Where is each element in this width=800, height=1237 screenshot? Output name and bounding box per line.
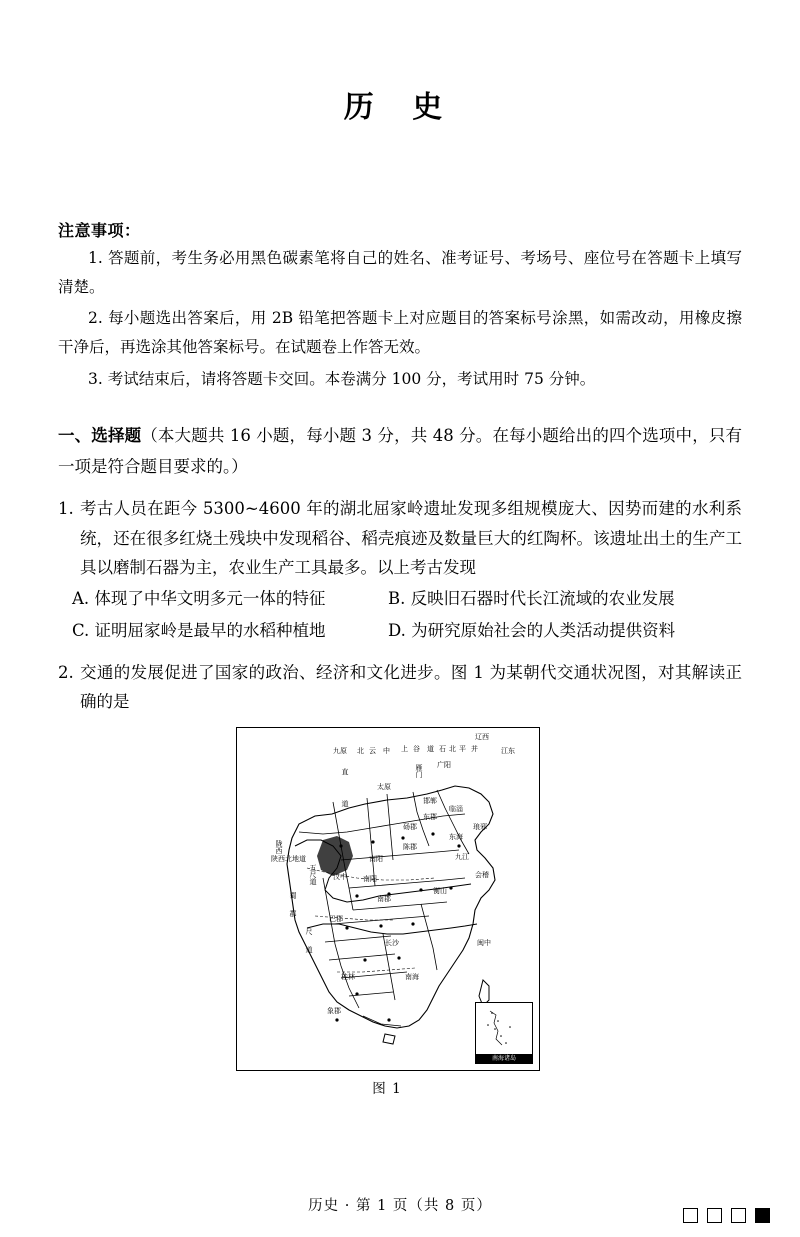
question-1-stem: 考古人员在距今 5300~4600 年的湖北屈家岭遗址发现多组规模庞大、因势而建的水利系统，还在很多红烧土残块中发现稻谷、稻壳痕迹及数量巨大的红陶杯。该遗址出土的生产工具以磨制石器为主，农业生产工具最多。以上考古发现 [80, 499, 742, 578]
map-label-langya: 琅邪 [473, 822, 487, 831]
map-label-bei2: 北 [449, 744, 456, 753]
map-label-longxi: 陇西 [275, 839, 283, 854]
notice-item-2: 2. 每小题选出答案后，用 2B 铅笔把答题卡上对应题目的答案标号涂黑，如需改动，用橡皮擦干净后，再选涂其他答案标号。在试题卷上作答无效。 [58, 309, 742, 357]
map-label-nanyang2: 南阳 [369, 854, 383, 863]
question-1 [58, 494, 742, 582]
notice-item-3: 3. 考试结束后，请将答题卡交回。本卷满分 100 分，考试用时 75 分钟。 [88, 369, 596, 388]
map-label-jiujiang: 九江 [455, 852, 469, 861]
map-label-zhong: 中 [383, 746, 390, 755]
question-1-options-row-2 [58, 616, 742, 646]
map-label-guangyang: 广阳 [437, 760, 451, 769]
section-label: 一、选择题 [58, 426, 142, 446]
section-heading [58, 421, 742, 482]
map-label-shaanxi-beidi-dao: 陕西北地道 [271, 854, 306, 863]
map-label-taiyuan: 太原 [377, 782, 391, 791]
page-footer: 历史 · 第 1 页（共 8 页） [308, 1198, 492, 1214]
notice-heading: 注意事项： [58, 221, 141, 240]
map-label-shu: 蜀 [289, 891, 297, 899]
question-1-number: 1. [58, 499, 74, 519]
map-label-donghai: 东海 [449, 832, 463, 841]
question-1-option-a[interactable]: A. 体现了中华文明多元一体的特征 [72, 589, 326, 609]
map-label-jiangdong: 江东 [501, 746, 515, 755]
south-sea-islands-inset [475, 1002, 533, 1064]
figure-caption: 图 1 [372, 1080, 402, 1097]
map-label-zhi: 直 [341, 767, 349, 775]
map-label-bajun: 巴郡 [329, 914, 343, 923]
map-label-linzi: 临淄 [449, 804, 463, 813]
map-label-xiangjun: 象郡 [327, 1006, 341, 1015]
map-label-nanjun: 南郡 [377, 894, 391, 903]
inset-graphic [476, 1003, 530, 1061]
question-2-number: 2. [58, 662, 74, 682]
map-label-guilin: 桂林 [341, 972, 355, 981]
map-label-jun: 郡 [289, 909, 297, 917]
corner-mark-3 [731, 1208, 746, 1223]
map-label-minzhong: 闽中 [477, 938, 491, 947]
map-label-gu: 谷 [413, 744, 420, 753]
map-label-dao3: 道 [305, 945, 313, 953]
question-1-option-c[interactable]: C. 证明屈家岭是最早的水稻种植地 [72, 621, 326, 641]
map-illustration [236, 727, 540, 1071]
map-label-dangjun: 砀郡 [403, 822, 417, 831]
question-1-option-b[interactable]: B. 反映旧石器时代长江流域的农业发展 [388, 589, 675, 609]
map-label-changsha: 长沙 [385, 938, 399, 947]
map-label-nanhai: 南海 [405, 972, 419, 981]
map-label-wuchidao: 五尺道 [309, 863, 317, 885]
map-label-hengshan: 衡山 [433, 886, 447, 895]
map-label-nanyang: 南阳 [363, 874, 377, 883]
corner-mark-2 [707, 1208, 722, 1223]
question-1-option-d[interactable]: D. 为研究原始社会的人类活动提供资料 [388, 621, 676, 641]
question-2 [58, 658, 742, 717]
map-label-dao2: 道 [341, 799, 349, 807]
notice-item-1: 1. 答题前，考生务必用黑色碳素笔将自己的姓名、准考证号、考场号、座位号在答题卡上填写清楚。 [58, 249, 742, 296]
map-label-kuaiji: 会稽 [475, 870, 489, 879]
map-label-chenjun: 陈郡 [403, 842, 417, 851]
inset-caption: 南海诸岛 [476, 1054, 532, 1063]
figure-1 [58, 727, 742, 1097]
question-1-options-row-1 [58, 584, 742, 614]
map-label-dongjun: 东郡 [423, 812, 437, 821]
section-instructions: （本大题共 16 小题，每小题 3 分，共 48 分。在每小题给出的四个选项中，只有一项是符合题目要求的。） [58, 426, 743, 476]
question-2-stem: 交通的发展促进了国家的政治、经济和文化进步。图 1 为某朝代交通状况图，对其解读正确的是 [80, 662, 742, 712]
map-label-ping: 平 [459, 744, 466, 753]
map-label-jiuyuan: 九原 [333, 746, 347, 755]
corner-marks [683, 1208, 770, 1223]
map-label-chi: 尺 [305, 927, 313, 935]
map-label-shang: 上 [401, 744, 408, 753]
map-label-bing: 并 [471, 744, 478, 753]
map-label-bei: 北 [357, 746, 364, 755]
map-label-dao: 道 [427, 744, 434, 753]
exam-page [0, 82, 800, 1237]
map-label-handan: 邯郸 [423, 796, 437, 805]
map-label-yun: 云 [369, 746, 376, 755]
map-label-liaoxi: 辽西 [475, 732, 489, 741]
map-label-yanmen: 雁门 [415, 763, 423, 778]
page-title: 历 史 [343, 90, 457, 125]
corner-mark-1 [683, 1208, 698, 1223]
map-label-hanzhong: 汉中 [333, 872, 347, 881]
corner-mark-4 [755, 1208, 770, 1223]
map-label-shi: 石 [439, 744, 446, 753]
